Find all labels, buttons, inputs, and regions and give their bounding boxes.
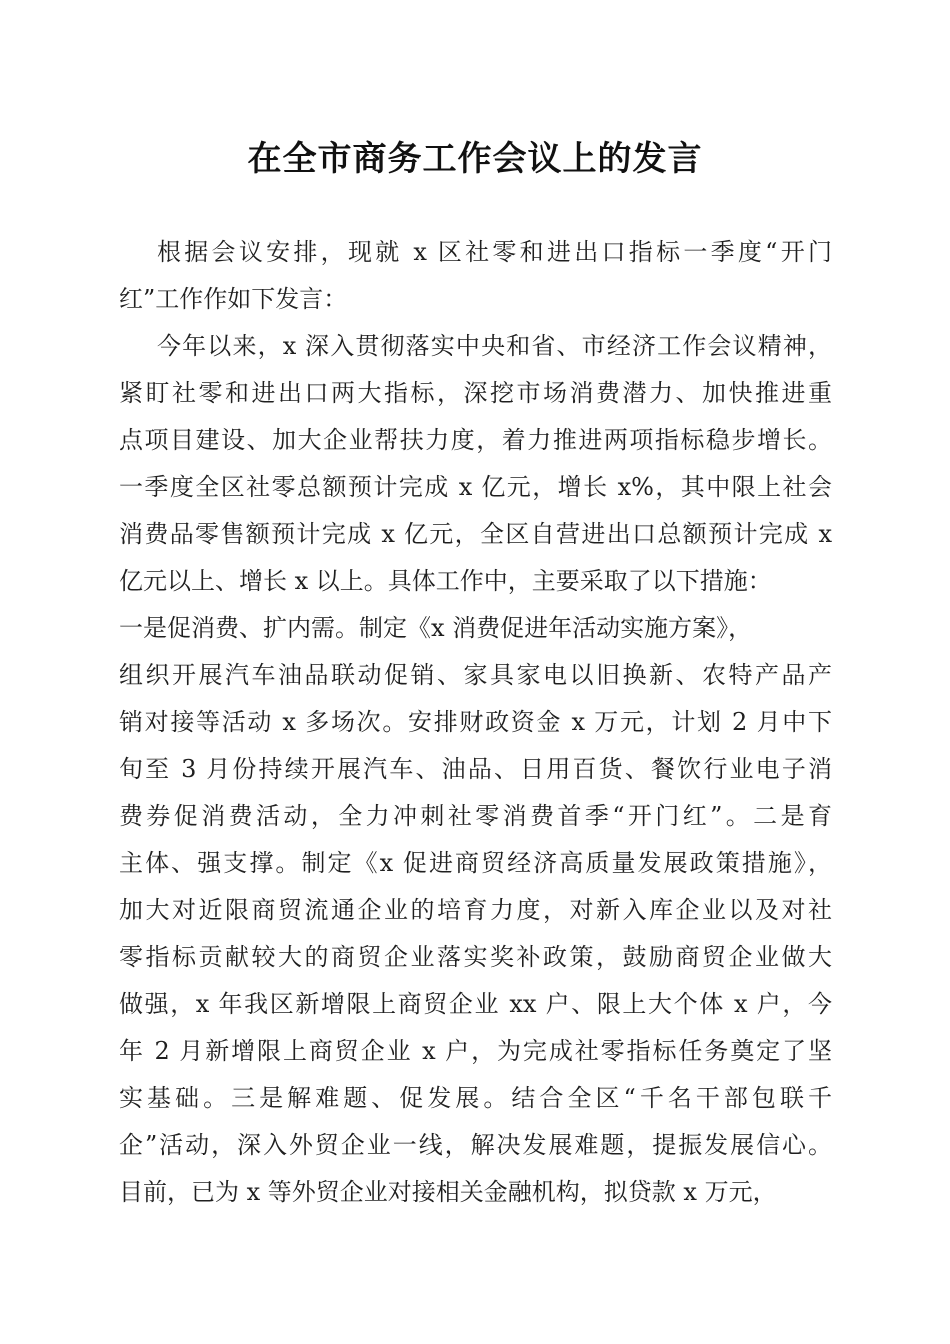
paragraph-line: 一季度全区社零总额预计完成 x 亿元，增长 x%，其中限上社会 [119,473,832,501]
document-body [119,229,832,1216]
paragraph-line: 目前，已为 x 等外贸企业对接相关金融机构，拟贷款 x 万元， [119,1178,777,1206]
paragraph-line: 红”工作作如下发言： [119,285,348,313]
paragraph-line: 加大对近限商贸流通企业的培育力度，对新入库企业以及对社 [119,896,832,924]
paragraph-line: 旬至 3 月份持续开展汽车、油品、日用百货、餐饮行业电子消 [119,755,832,783]
paragraph-line: 企”活动，深入外贸企业一线，解决发展难题，提振发展信心。 [119,1131,832,1159]
paragraph-line: 主体、强支撑。制定《x 促进商贸经济高质量发展政策措施》， [119,849,832,877]
document-title: 在全市商务工作会议上的发言 [247,139,703,179]
paragraph-line: 年 2 月新增限上商贸企业 x 户，为完成社零指标任务奠定了坚 [119,1037,832,1065]
paragraph-line: 一是促消费、扩内需。制定《x 消费促进年活动实施方案》， [119,614,753,642]
paragraph-line: 零指标贡献较大的商贸企业落实奖补政策，鼓励商贸企业做大 [119,943,832,971]
paragraph-line: 组织开展汽车油品联动促销、家具家电以旧换新、农特产品产 [119,661,832,689]
paragraph-line: 销对接等活动 x 多场次。安排财政资金 x 万元，计划 2 月中下 [119,708,832,736]
paragraph-line: 点项目建设、加大企业帮扶力度，着力推进两项指标稳步增长。 [119,426,832,454]
paragraph-line: 费券促消费活动，全力冲刺社零消费首季“开门红”。二是育 [119,802,832,830]
paragraph-line: 根据会议安排，现就 x 区社零和进出口指标一季度“开门 [157,238,832,266]
paragraph-line: 亿元以上、增长 x 以上。具体工作中，主要采取了以下措施： [119,567,772,595]
paragraph-line: 实基础。三是解难题、促发展。结合全区“千名干部包联千 [119,1084,832,1112]
paragraph-line: 消费品零售额预计完成 x 亿元，全区自营进出口总额预计完成 x [119,520,832,548]
paragraph-line: 紧盯社零和进出口两大指标，深挖市场消费潜力、加快推进重 [119,379,832,407]
paragraph-line: 做强，x 年我区新增限上商贸企业 xx 户、限上大个体 x 户，今 [119,990,832,1018]
paragraph-line: 今年以来，x 深入贯彻落实中央和省、市经济工作会议精神， [157,332,832,360]
